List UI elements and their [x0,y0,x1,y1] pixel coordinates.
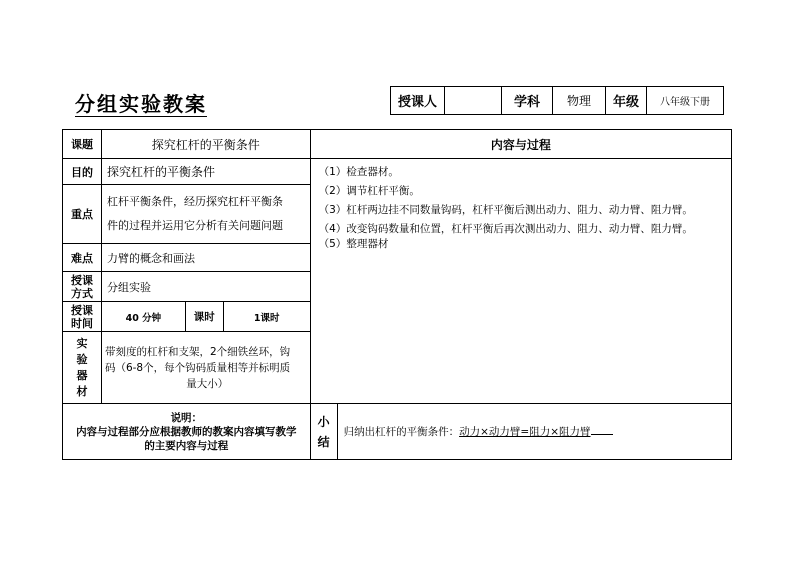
equipment-line-3: 量大小） [186,377,229,390]
difficulty-label: 难点 [63,244,102,272]
page-title: 分组实验教案 [75,92,207,116]
step-2: （2）调节杠杆平衡。 [318,185,420,197]
equipment-label: 实 验 器 材 [63,332,102,404]
method-value: 分组实验 [101,272,310,302]
equipment-line-2: 码（6-8个，每个钩码质量相等并标明质 [104,361,291,374]
summary-value [337,404,731,460]
difficulty-value: 力臂的概念和画法 [101,244,310,272]
goal-value: 探究杠杆的平衡条件 [101,159,310,185]
summary-formula: 动力×动力臂=阻力×阻力臂 [459,426,591,438]
step-5: （5）整理器材 [318,238,389,250]
grade-value: 八年级下册 [647,87,724,115]
summary-label: 小 结 [310,404,337,460]
process-steps [310,159,731,404]
goal-label: 目的 [63,159,102,185]
step-4: （4）改变钩码数量和位置，杠杆平衡后再次测出动力、阻力、动力臂、阻力臂。 [318,223,693,235]
subject-value: 物理 [553,87,606,115]
teacher-label: 授课人 [391,87,445,115]
time-value: 40 分钟 [101,302,185,332]
key-value [101,185,310,244]
time-label: 授课 时间 [63,302,102,332]
equipment-value [101,332,310,404]
key-line-2: 件的过程并运用它分析有关问题问题 [106,219,283,232]
step-1: （1）检查器材。 [318,166,399,178]
lesson-plan-table [62,129,732,460]
method-label: 授课 方式 [63,272,102,302]
summary-blank [591,424,613,435]
header-table [390,86,724,115]
key-label: 重点 [63,185,102,244]
topic-label: 课题 [63,130,102,159]
period-value: 1课时 [223,302,310,332]
key-line-1: 杠杆平衡条件，经历探究杠杆平衡条 [106,195,283,208]
summary-prefix: 归纳出杠杆的平衡条件： [343,426,460,438]
step-3: （3）杠杆两边挂不同数量钩码，杠杆平衡后测出动力、阻力、动力臂、阻力臂。 [318,204,693,216]
note-line-2: 内容与过程部分应根据教师的教案内容填写教学 [76,425,297,438]
content-header: 内容与过程 [310,130,731,159]
subject-label: 学科 [502,87,553,115]
note-cell [63,404,311,460]
note-line-1: 说明： [170,411,203,424]
equipment-line-1: 带刻度的杠杆和支架，2个细铁丝环，钩 [104,345,291,358]
topic-value: 探究杠杆的平衡条件 [101,130,310,159]
grade-label: 年级 [606,87,647,115]
note-line-3: 的主要内容与过程 [144,439,229,452]
teacher-value [445,87,502,115]
period-label: 课时 [185,302,223,332]
